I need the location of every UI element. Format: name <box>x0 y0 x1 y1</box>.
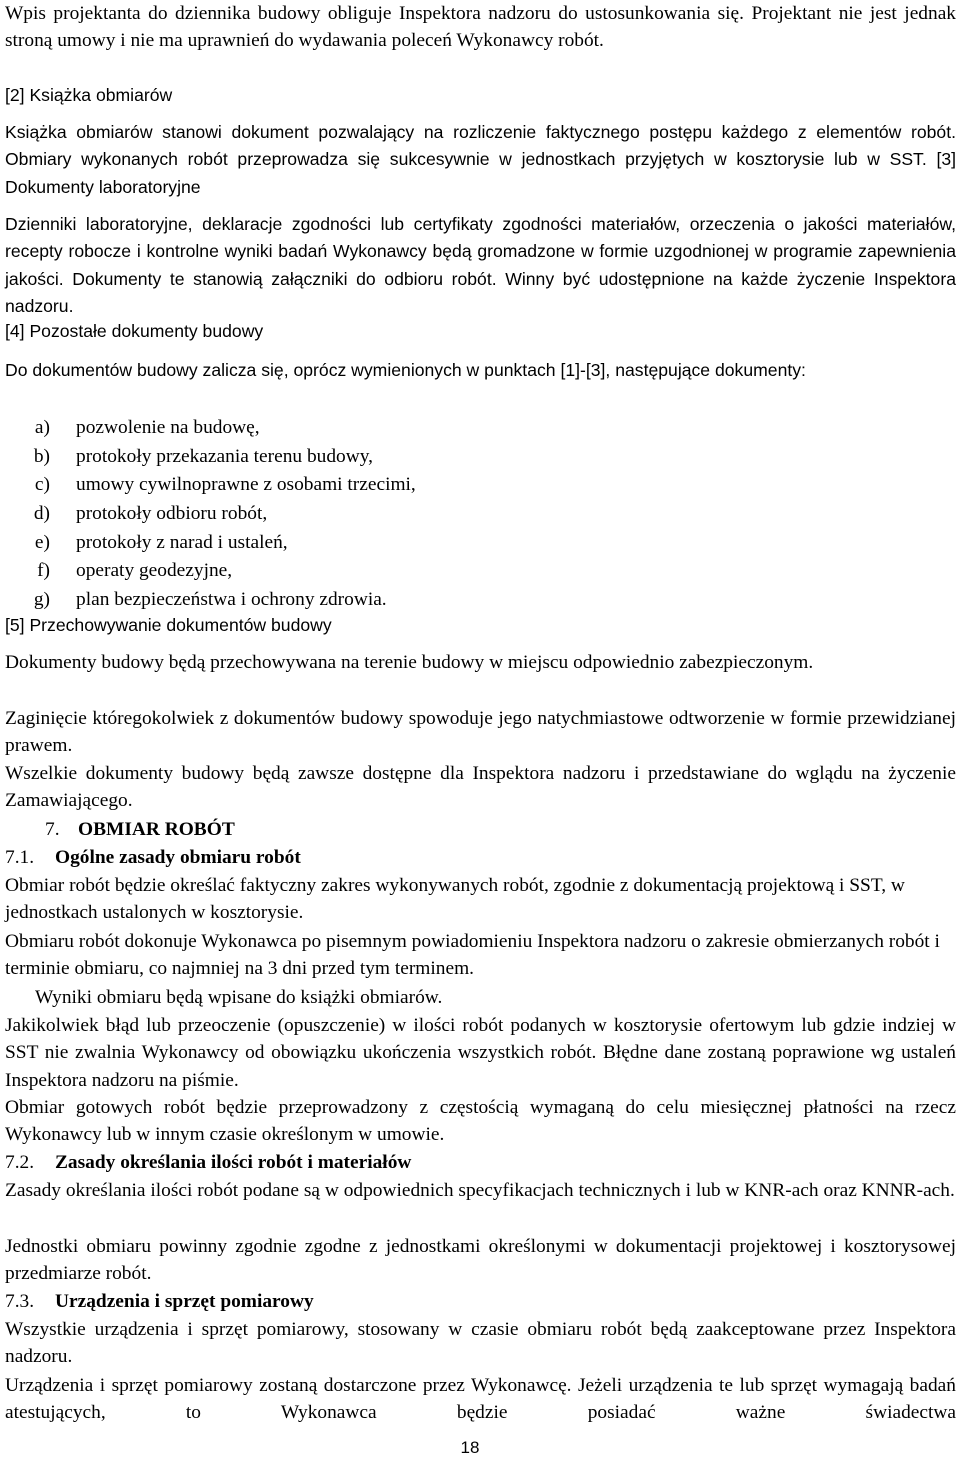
section-7-3-number: 7.3. <box>5 1291 35 1312</box>
list-item-label: d) <box>33 503 50 525</box>
section-7-1-paragraph-5: Obmiar gotowych robót będzie przeprowadzony z częstością wymaganą do celu miesięcznej płatności na rzecz Wykonawcy lub w innym czasie określonym w umowie. <box>5 1097 956 1146</box>
list-item-label: g) <box>33 589 50 611</box>
section-7-1-title: Ogólne zasady obmiaru robót <box>55 847 301 868</box>
section-7-3-title: Urządzenia i sprzęt pomiarowy <box>55 1291 314 1312</box>
list-item-label: f) <box>37 560 50 582</box>
list-item-text: protokoły z narad i ustaleń, <box>76 531 288 553</box>
list-item-label: a) <box>34 417 50 438</box>
chapter-7-number: 7. <box>45 819 60 840</box>
section-2-heading: [2] Książka obmiarów <box>5 85 173 105</box>
section-3-heading: [3] Dokumenty laboratoryjne <box>5 149 956 197</box>
list-item-label: b) <box>33 445 50 467</box>
page-number: 18 <box>460 1438 480 1457</box>
section-7-1-paragraph-2: Obmiaru robót dokonuje Wykonawca po pisemnym powiadomieniu Inspektora nadzoru o zakresie obmierzanych robót i terminie obmiaru, co najmniej na 3 dni przed tym terminem. <box>5 931 940 980</box>
list-item-text: protokoły odbioru robót, <box>76 503 268 525</box>
list-item-text: plan bezpieczeństwa i ochrony zdrowia. <box>76 589 387 611</box>
paragraph-intro: Wpis projektanta do dziennika budowy obliguje Inspektora nadzoru do ustosunkowania się. Projektant nie jest jednak stroną umowy i nie ma uprawnień do wydawania poleceń Wykonawcy robót. <box>5 3 956 52</box>
list-item-text: pozwolenie na budowę, <box>76 417 260 438</box>
list-item-text: umowy cywilnoprawne z osobami trzecimi, <box>76 474 416 496</box>
section-7-3-paragraph-1: Wszystkie urządzenia i sprzęt pomiarowy, stosowany w czasie obmiaru robót będą zaakceptowane przez Inspektora nadzoru. <box>5 1319 956 1368</box>
section-4-heading: [4] Pozostałe dokumenty budowy <box>5 321 264 341</box>
section-7-1-paragraph-4: Jakikolwiek błąd lub przeoczenie (opuszczenie) w ilości robót podanych w kosztorysie ofertowym lub gdzie indziej w SST nie zwalnia Wykonawcy od obowiązku ukończenia wszystkich robót. Błędne dane zostaną poprawione wg ustaleń Inspektora nadzoru na piśmie. <box>5 1015 956 1091</box>
list-item-label: e) <box>34 531 50 553</box>
section-7-1-paragraph-1: Obmiar robót będzie określać faktyczny zakres wykonywanych robót, zgodnie z dokumentacją projektową i SST, w jednostkach ustalonych w kosztorysie. <box>5 875 905 924</box>
chapter-7-title: OBMIAR ROBÓT <box>78 819 235 840</box>
list-item-label: c) <box>34 474 50 496</box>
section-7-1-paragraph-3: Wyniki obmiaru będą wpisane do książki obmiarów. <box>35 987 443 1008</box>
section-7-2-number: 7.2. <box>5 1152 35 1173</box>
list-item-text: protokoły przekazania terenu budowy, <box>76 445 374 467</box>
section-2-body <box>5 119 956 201</box>
section-7-3-paragraph-2: Urządzenia i sprzęt pomiarowy zostaną dostarczone przez Wykonawcę. Jeżeli urządzenia te lub sprzęt wymagają badań atestujących, to Wykonawca będzie posiadać ważne świadectwa <box>5 1375 956 1424</box>
section-5-paragraph-2: Zaginięcie któregokolwiek z dokumentów budowy spowoduje jego natychmiastowe odtworzenie w formie przewidzianej prawem. <box>5 708 956 757</box>
section-7-2-paragraph-1: Zasady określania ilości robót podane są w odpowiednich specyfikacjach technicznych i lub w KNR-ach oraz KNNR-ach. <box>5 1180 955 1201</box>
section-7-1-number: 7.1. <box>5 847 35 868</box>
section-7-2-paragraph-2: Jednostki obmiaru powinny zgodnie zgodne z jednostkami określonymi w dokumentacji projektowej i kosztorysowej przedmiarze robót. <box>5 1236 956 1285</box>
section-2-text: Książka obmiarów stanowi dokument pozwalający na rozliczenie faktycznego postępu każdego z elementów robót. Obmiary wykonanych robót przeprowadza się sukcesywnie w jednostkach przyjętych w kosztorysie lub w SST. <box>5 122 956 170</box>
section-5-heading: [5] Przechowywanie dokumentów budowy <box>5 615 332 635</box>
list-item-text: operaty geodezyjne, <box>76 560 233 582</box>
section-5-paragraph-1: Dokumenty budowy będą przechowywana na terenie budowy w miejscu odpowiednio zabezpieczonym. <box>5 652 814 673</box>
section-4-intro: Do dokumentów budowy zalicza się, oprócz wymienionych w punktach [1]-[3], następujące dokumenty: <box>5 360 806 380</box>
section-7-2-title: Zasady określania ilości robót i materiałów <box>55 1152 412 1173</box>
section-3-body: Dzienniki laboratoryjne, deklaracje zgodności lub certyfikaty zgodności materiałów, orzeczenia o jakości materiałów, recepty robocze i kontrolne wyniki badań Wykonawcy będą gromadzone w formie uzgodnionej w programie zapewnienia jakości. Dokumenty te stanowią załączniki do odbioru robót. Winny być udostępnione na każde życzenie Inspektora nadzoru. <box>5 214 956 317</box>
section-5-paragraph-3: Wszelkie dokumenty budowy będą zawsze dostępne dla Inspektora nadzoru i przedstawiane do wglądu na życzenie Zamawiającego. <box>5 763 956 812</box>
